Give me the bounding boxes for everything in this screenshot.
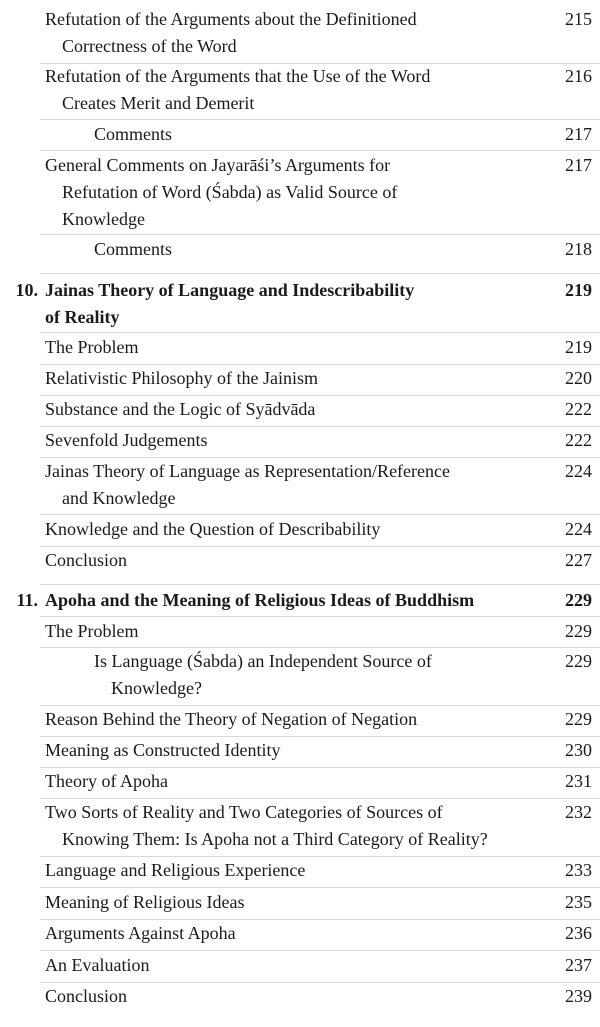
separator	[40, 150, 600, 151]
toc-entry-title: Two Sorts of Reality and Two Categories of Sources of Knowing Them: Is Apoha not a Third Category of Reality?	[45, 802, 488, 849]
chapter-heading: 11. Apoha and the Meaning of Religious Ideas of Buddhism	[45, 587, 555, 614]
separator	[40, 950, 600, 951]
toc-entry-page: 237	[565, 955, 592, 975]
toc-entry-title: An Evaluation	[45, 955, 150, 975]
separator	[40, 887, 600, 888]
toc-entry-title: General Comments on Jayarāśi’s Arguments for Refutation of Word (Śabda) as Valid Source of Knowledge	[45, 155, 398, 229]
toc-entry-title: Knowledge and the Question of Describability	[45, 519, 381, 539]
toc-entry-page: 216	[565, 66, 592, 86]
separator	[40, 119, 600, 120]
toc-entry-title: Meaning of Religious Ideas	[45, 892, 245, 912]
chapter-number: 11.	[16, 590, 38, 610]
toc-entry-page: 229	[565, 590, 592, 610]
chapter-heading: 10. Jainas Theory of Language and Indescribability of Reality	[45, 277, 529, 331]
separator	[40, 616, 600, 617]
toc-entry-page: 230	[565, 740, 592, 760]
toc-entry-title: Refutation of the Arguments about the Definitioned Correctness of the Word	[45, 9, 417, 56]
toc-entry-page: 231	[565, 771, 592, 791]
toc-entry-page: 229	[565, 621, 592, 641]
toc-entry-page: 217	[565, 155, 592, 175]
toc-entry-page: 227	[565, 550, 592, 570]
toc-entry-title: Arguments Against Apoha	[45, 923, 236, 943]
toc-entry-page: 217	[565, 124, 592, 144]
toc-entry-page: 222	[565, 399, 592, 419]
toc-entry-title: Conclusion	[45, 986, 128, 1006]
toc-entry-title: Theory of Apoha	[45, 771, 168, 791]
toc-entry-title: Relativistic Philosophy of the Jainism	[45, 368, 318, 388]
toc-entry-page: 219	[565, 280, 592, 300]
toc-entry-page: 233	[565, 860, 592, 880]
toc-entry-title: Refutation of the Arguments that the Use of the Word Creates Merit and Demerit	[45, 66, 431, 113]
separator	[40, 332, 600, 333]
toc-entry-page: 232	[565, 802, 592, 822]
separator	[40, 514, 600, 515]
toc-entry-page: 224	[565, 519, 592, 539]
toc-entry-title: Language and Religious Experience	[45, 860, 306, 880]
toc-entry-title: Sevenfold Judgements	[45, 430, 208, 450]
toc-entry-page: 218	[565, 239, 592, 259]
toc-entry-page: 224	[565, 461, 592, 481]
toc-entry-title: Conclusion	[45, 550, 128, 570]
toc-entry-title: Is Language (Śabda) an Independent Source of Knowledge?	[94, 651, 432, 698]
toc-entry-page: 239	[565, 986, 592, 1006]
separator	[40, 234, 600, 235]
toc-entry-page: 235	[565, 892, 592, 912]
toc-entry-page: 219	[565, 337, 592, 357]
toc-entry-page: 215	[565, 9, 592, 29]
toc-entry-page: 236	[565, 923, 592, 943]
toc-entry-title: Comments	[94, 124, 173, 144]
toc-entry-page: 220	[565, 368, 592, 388]
toc-entry-title: The Problem	[45, 337, 139, 357]
toc-entry-title: Comments	[94, 239, 173, 259]
toc-entry-title: Reason Behind the Theory of Negation of Negation	[45, 709, 418, 729]
toc-entry-title: Substance and the Logic of Syādvāda	[45, 399, 316, 419]
toc-entry-page: 222	[565, 430, 592, 450]
toc-entry-title: The Problem	[45, 621, 139, 641]
toc-entry-page: 229	[565, 651, 592, 671]
separator	[40, 273, 600, 274]
chapter-number: 10.	[15, 280, 38, 300]
separator	[40, 584, 600, 585]
toc-entry-page: 229	[565, 709, 592, 729]
toc-entry-title: Jainas Theory of Language as Representation/Reference and Knowledge	[45, 461, 450, 508]
toc-entry-title: Meaning as Constructed Identity	[45, 740, 281, 760]
